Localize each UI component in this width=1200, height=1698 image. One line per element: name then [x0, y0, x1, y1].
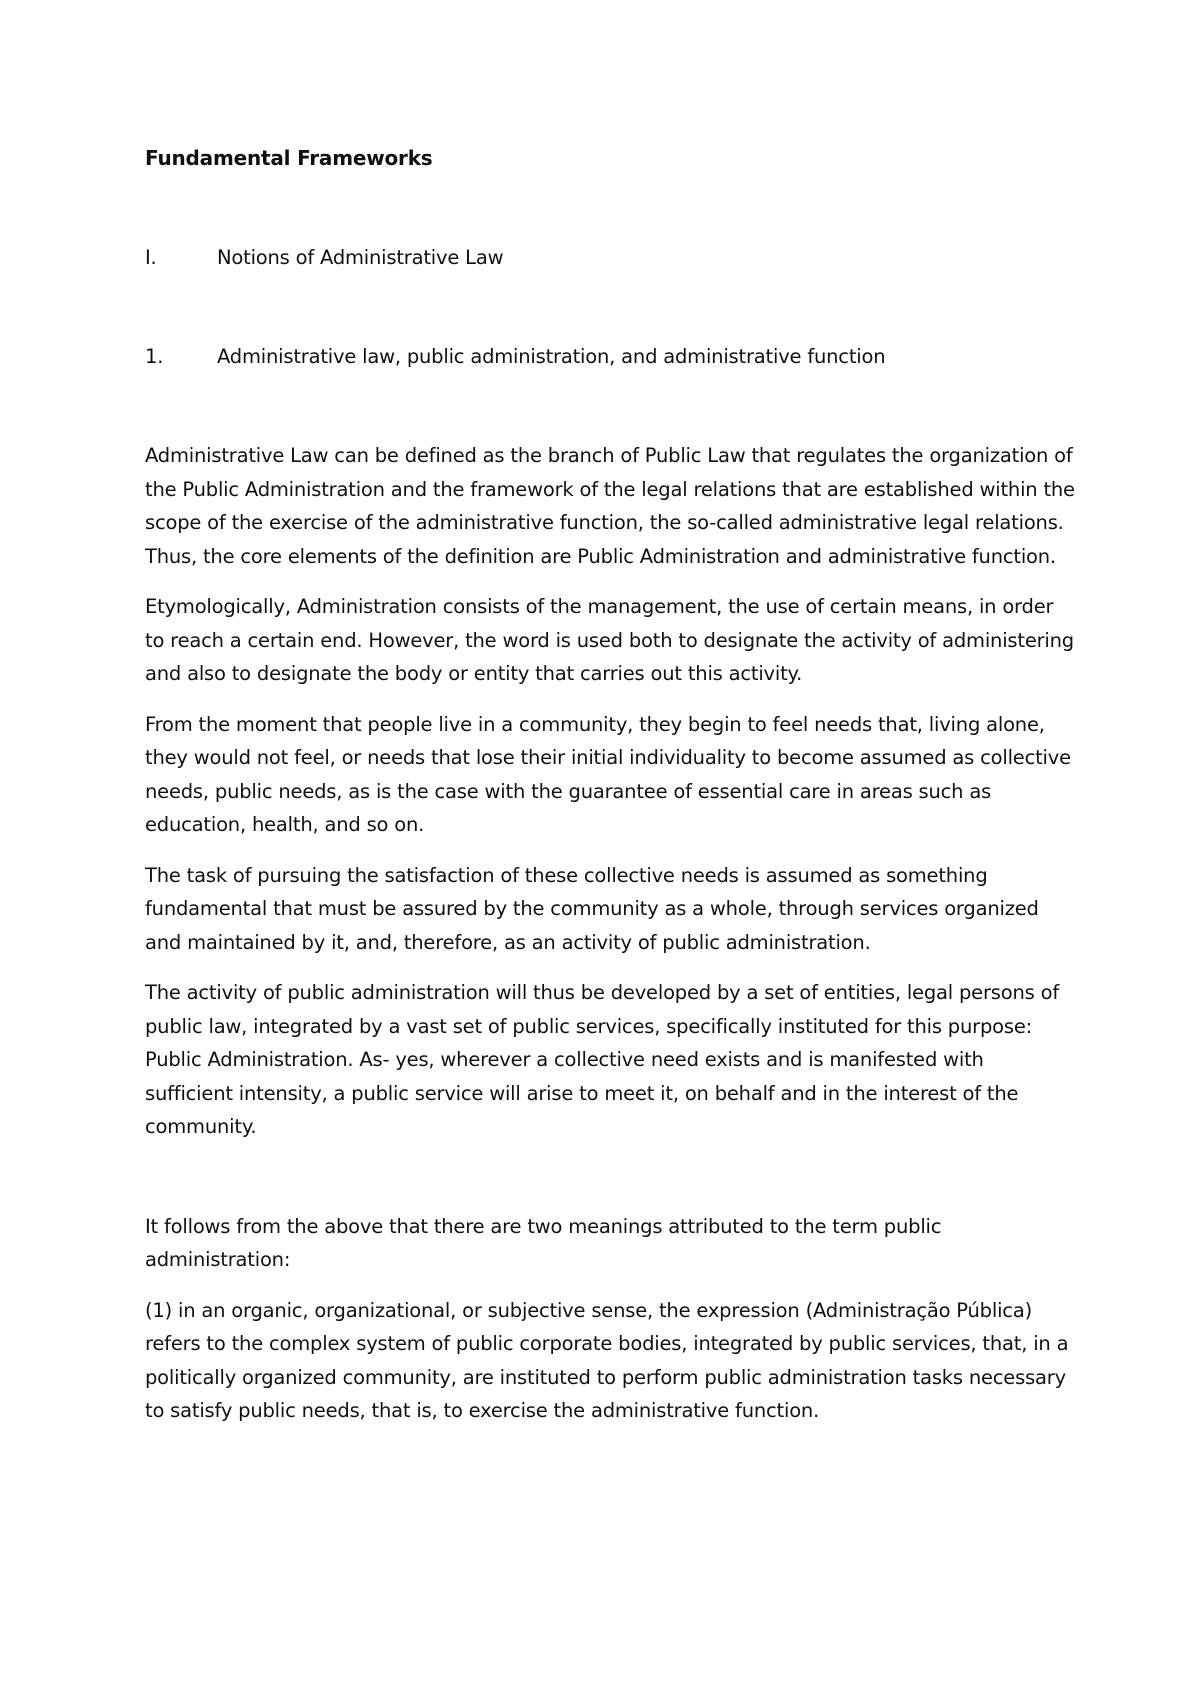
- subsection-number: 1.: [145, 345, 164, 368]
- paragraph: From the moment that people live in a community, they begin to feel needs that, living alone, they would not feel, or needs that lose their initial individuality to become assumed as collective needs, public needs, as is the case with the guarantee of essential care in areas such as education, health, and so on.: [145, 712, 1071, 836]
- paragraph: (1) in an organic, organizational, or subjective sense, the expression (Administração Pública) refers to the complex system of public corporate bodies, integrated by public services, that, in a politically organized community, are instituted to perform public administration tasks necessary to satisfy public needs, that is, to exercise the administrative function.: [145, 1298, 1069, 1422]
- paragraph: The task of pursuing the satisfaction of these collective needs is assumed as something fundamental that must be assured by the community as a whole, through services organized and maintained by it, and, therefore, as an activity of public administration.: [145, 863, 1039, 954]
- subsection-heading: [145, 340, 1075, 373]
- paragraph: It follows from the above that there are two meanings attributed to the term public administration:: [145, 1214, 942, 1271]
- document-title: Fundamental Frameworks: [145, 146, 433, 170]
- paragraph: Etymologically, Administration consists of the management, the use of certain means, in order to reach a certain end. However, the word is used both to designate the activity of administering and also to designate the body or entity that carries out this activity.: [145, 595, 1074, 685]
- subsection-title: Administrative law, public administration, and administrative function: [217, 345, 886, 368]
- section-heading: [145, 241, 1075, 274]
- section-title: Notions of Administrative Law: [217, 246, 504, 269]
- paragraph: The activity of public administration will thus be developed by a set of entities, legal persons of public law, integrated by a vast set of public services, specifically instituted for this purpose: Public Administration. As- yes, wherever a collective need exists and is manifested with sufficient intensity, a public service will arise to meet it, on behalf and in the interest of the community.: [145, 981, 1060, 1138]
- section-number: I.: [145, 246, 157, 269]
- document-body: [145, 142, 1075, 1428]
- paragraph: Administrative Law can be defined as the branch of Public Law that regulates the organization of the Public Administration and the framework of the legal relations that are established within the scope of the exercise of the administrative function, the so-called administrative legal relations. Thus, the core elements of the definition are Public Administration and administrative function.: [145, 444, 1075, 568]
